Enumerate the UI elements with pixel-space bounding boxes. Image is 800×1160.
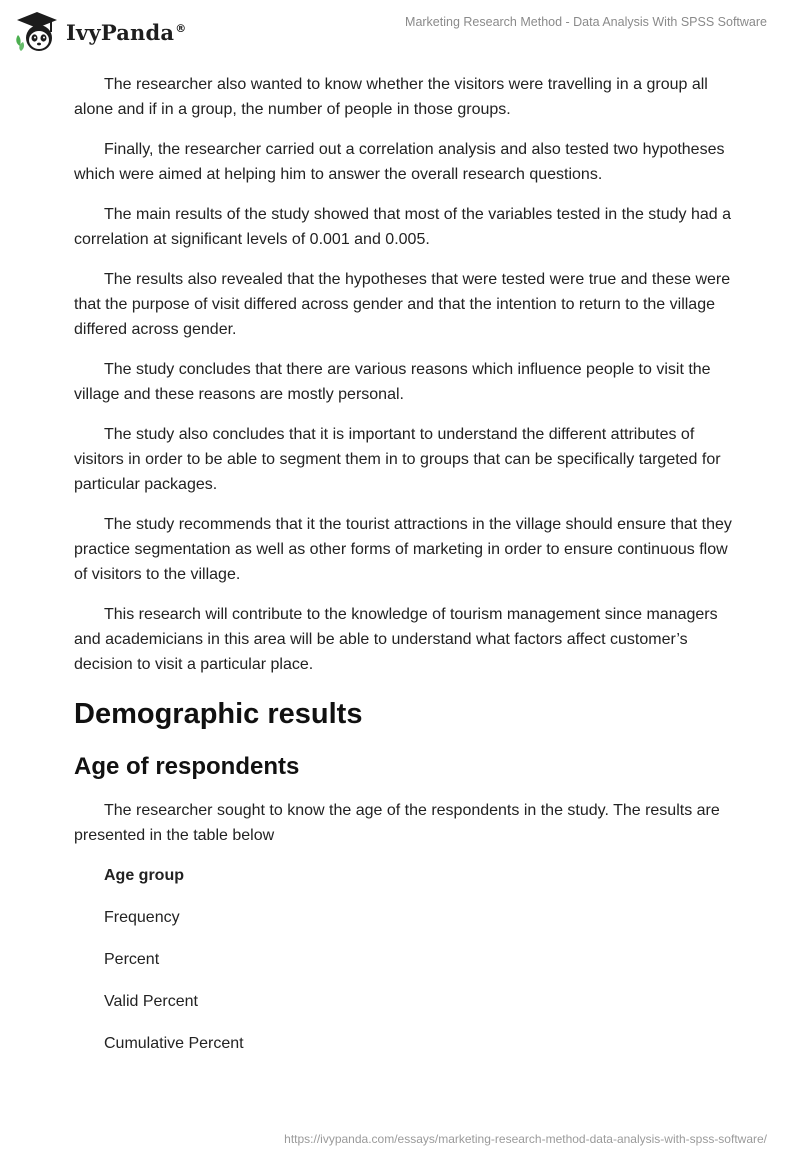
- source-url[interactable]: https://ivypanda.com/essays/marketing-research-method-data-analysis-with-spss-software/: [284, 1132, 767, 1146]
- paragraph: The researcher also wanted to know whether the visitors were travelling in a group all alone and if in a group, the number of people in those groups.: [74, 76, 708, 118]
- table-header-cell: Frequency: [104, 909, 180, 926]
- section-heading: Demographic results: [74, 698, 363, 730]
- subsection-heading: Age of respondents: [74, 753, 300, 780]
- essay-content: [74, 72, 734, 1073]
- table-header-cell: Cumulative Percent: [104, 1035, 244, 1052]
- paragraph: The researcher sought to know the age of the respondents in the study. The results are presented in the table below: [74, 802, 720, 844]
- brand-name: IvyPanda®: [66, 19, 187, 45]
- paragraph: The study also concludes that it is important to understand the different attributes of visitors in order to be able to segment them in to groups that can be specifically targeted for particular packages.: [74, 426, 721, 493]
- table-header-cell: Percent: [104, 951, 160, 968]
- page-header: [0, 0, 800, 60]
- ivypanda-logo[interactable]: [14, 8, 244, 56]
- paragraph: Finally, the researcher carried out a correlation analysis and also tested two hypotheses which were aimed at helping him to answer the overall research questions.: [74, 141, 725, 183]
- paragraph: The study concludes that there are various reasons which influence people to visit the village and these reasons are mostly personal.: [74, 361, 711, 403]
- age-table: [74, 863, 734, 1056]
- paragraph: This research will contribute to the knowledge of tourism management since managers and academicians in this area will be able to understand what factors affect customer’s decision to visit a particular place.: [74, 606, 718, 673]
- paragraph: The main results of the study showed that most of the variables tested in the study had a correlation at significant levels of 0.001 and 0.005.: [74, 206, 732, 248]
- document-title: Marketing Research Method - Data Analysis With SPSS Software: [405, 15, 767, 29]
- paragraph: The results also revealed that the hypotheses that were tested were true and these were that the purpose of visit differed across gender and that the intention to return to the village differed across gender.: [74, 271, 731, 338]
- table-header-cell: Valid Percent: [104, 993, 198, 1010]
- paragraph: The study recommends that it the tourist attractions in the village should ensure that they practice segmentation as well as other forms of marketing in order to ensure continuous flow of visitors to the village.: [74, 516, 732, 583]
- panda-icon: [14, 9, 60, 55]
- table-header-cell: Age group: [104, 867, 184, 884]
